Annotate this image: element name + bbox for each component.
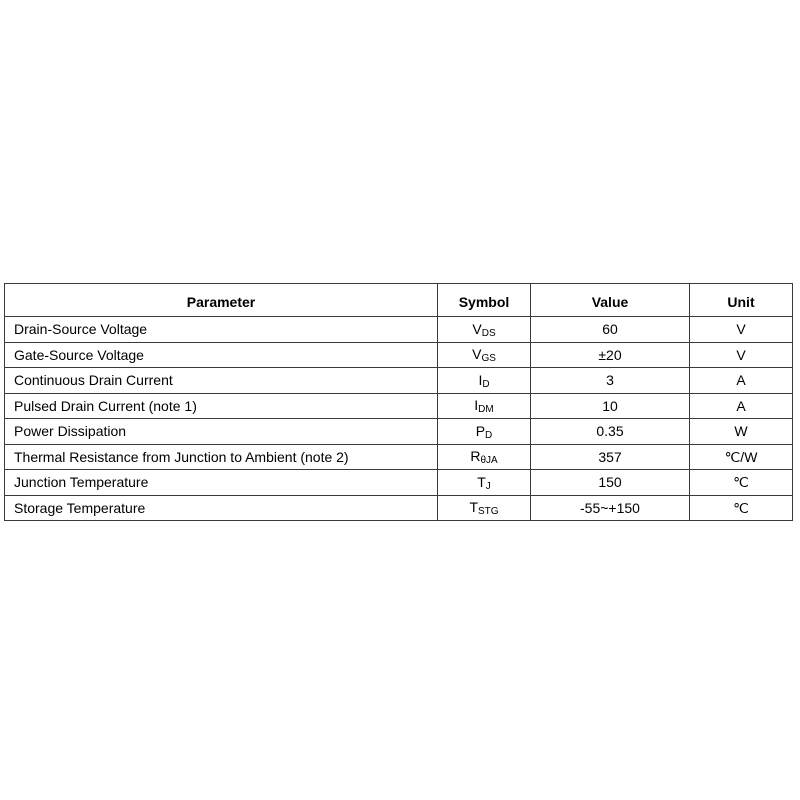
symbol-subscript: D	[482, 378, 490, 390]
parameter-cell: Drain-Source Voltage	[5, 317, 438, 343]
symbol-cell	[438, 393, 531, 419]
parameter-cell: Power Dissipation	[5, 419, 438, 445]
unit-cell: A	[690, 393, 793, 419]
header-symbol: Symbol	[438, 284, 531, 317]
value-cell: ±20	[531, 342, 690, 368]
table-row	[5, 317, 793, 343]
value-cell: 0.35	[531, 419, 690, 445]
symbol-cell	[438, 470, 531, 496]
symbol-main: P	[475, 422, 486, 439]
table-header-row	[5, 284, 793, 317]
symbol-main: I	[474, 397, 479, 414]
symbol-main: R	[470, 448, 481, 465]
symbol-subscript: θJA	[480, 455, 498, 467]
symbol-subscript: GS	[481, 353, 496, 365]
header-value: Value	[531, 284, 690, 317]
symbol-cell	[438, 444, 531, 470]
unit-cell: V	[690, 317, 793, 343]
parameter-cell: Thermal Resistance from Junction to Ambient (note 2)	[5, 444, 438, 470]
symbol-main: T	[477, 473, 486, 490]
symbol-main: V	[472, 320, 482, 337]
value-cell: 10	[531, 393, 690, 419]
header-parameter: Parameter	[5, 284, 438, 317]
table-row	[5, 342, 793, 368]
value-cell: -55~+150	[531, 495, 690, 521]
parameter-cell: Storage Temperature	[5, 495, 438, 521]
unit-cell: ℃	[690, 495, 793, 521]
unit-cell: ℃	[690, 470, 793, 496]
parameter-cell: Continuous Drain Current	[5, 368, 438, 394]
unit-cell: W	[690, 419, 793, 445]
value-cell: 60	[531, 317, 690, 343]
parameter-cell: Junction Temperature	[5, 470, 438, 496]
symbol-cell	[438, 495, 531, 521]
table-row	[5, 368, 793, 394]
value-cell: 357	[531, 444, 690, 470]
unit-cell: V	[690, 342, 793, 368]
table-row	[5, 495, 793, 521]
absolute-maximum-ratings-table	[4, 283, 793, 521]
unit-cell: ℃/W	[690, 444, 793, 470]
symbol-cell	[438, 419, 531, 445]
symbol-subscript: STG	[478, 506, 499, 518]
symbol-subscript: D	[485, 429, 493, 441]
symbol-main: I	[478, 371, 483, 388]
table-row	[5, 419, 793, 445]
symbol-subscript: J	[485, 480, 491, 492]
value-cell: 3	[531, 368, 690, 394]
symbol-main: T	[469, 499, 478, 516]
parameter-cell: Pulsed Drain Current (note 1)	[5, 393, 438, 419]
unit-cell: A	[690, 368, 793, 394]
symbol-cell	[438, 342, 531, 368]
parameter-cell: Gate-Source Voltage	[5, 342, 438, 368]
table-row	[5, 470, 793, 496]
table-row	[5, 393, 793, 419]
table-row	[5, 444, 793, 470]
symbol-cell	[438, 368, 531, 394]
symbol-subscript: DM	[478, 404, 494, 416]
value-cell: 150	[531, 470, 690, 496]
symbol-subscript: DS	[481, 327, 496, 339]
symbol-main: V	[472, 346, 482, 363]
symbol-cell	[438, 317, 531, 343]
header-unit: Unit	[690, 284, 793, 317]
